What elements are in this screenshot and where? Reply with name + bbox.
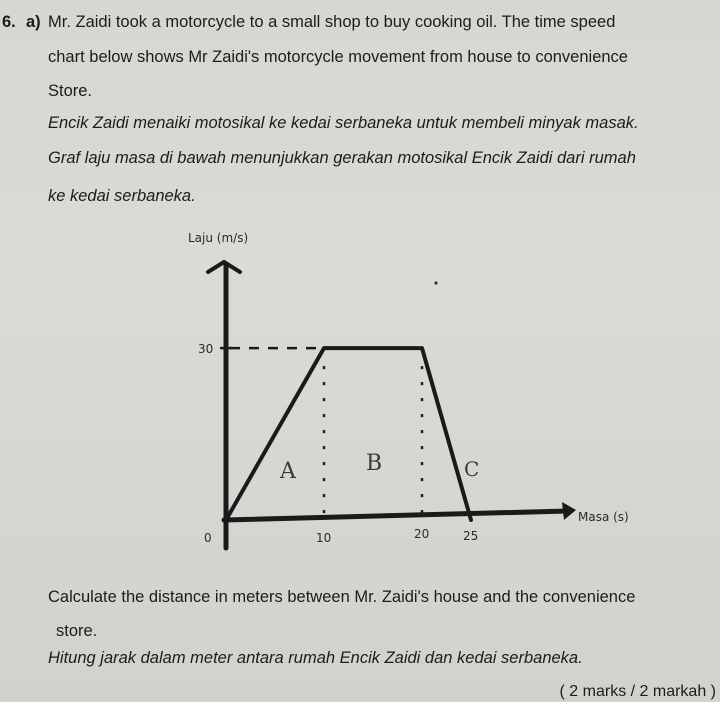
y-axis-label: Laju (m/s): [188, 231, 249, 245]
x-tick-label-10: 10: [316, 531, 332, 545]
region-label-b: B: [366, 451, 383, 476]
region-label-a: A: [280, 459, 296, 484]
task-text-en-line-2: store.: [56, 622, 98, 640]
marks-allocation: ( 2 marks / 2 markah ): [559, 683, 716, 700]
question-text-en-line-1: Mr. Zaidi took a motorcycle to a small shop to buy cooking oil. The time speed: [48, 13, 616, 31]
speed-time-line: [226, 348, 471, 520]
question-text-en-line-3: Store.: [48, 82, 93, 100]
question-text-en-line-2: chart below shows Mr Zaidi's motorcycle movement from house to convenience: [48, 48, 628, 66]
x-tick-label-0: 0: [204, 531, 212, 545]
stray-dot: [434, 281, 437, 284]
y-tick-label-30: 30: [198, 342, 214, 357]
x-axis: [224, 511, 568, 520]
question-text-ms-line-2: Graf laju masa di bawah menunjukkan gerakan motosikal Encik Zaidi dari rumah: [48, 149, 636, 167]
x-axis-label: Masa (s): [578, 510, 629, 524]
question-text-ms-line-1: Encik Zaidi menaiki motosikal ke kedai serbaneka untuk membeli minyak masak.: [48, 114, 639, 132]
task-text-en-line-1: Calculate the distance in meters between Mr. Zaidi's house and the convenience: [48, 588, 636, 606]
x-tick-label-25: 25: [463, 529, 479, 543]
region-label-c: C: [464, 457, 480, 481]
x-tick-label-20: 20: [414, 527, 430, 541]
x-axis-arrow-icon: [562, 502, 576, 520]
question-part: a): [26, 13, 41, 31]
task-text-ms: Hitung jarak dalam meter antara rumah Encik Zaidi dan kedai serbaneka.: [48, 649, 583, 667]
question-text-ms-line-3: ke kedai serbaneka.: [48, 187, 196, 205]
question-number: 6.: [2, 13, 16, 31]
